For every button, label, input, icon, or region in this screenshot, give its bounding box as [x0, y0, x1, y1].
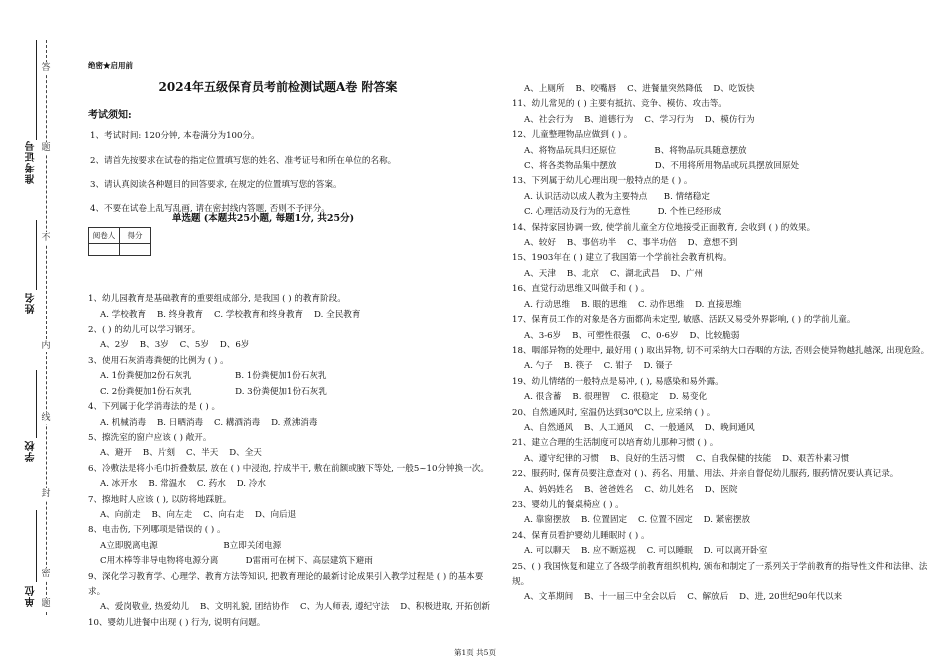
question-options[interactable]: A. 靠窗摆放 B. 位置固定 C. 位置不固定 D. 紧密摆放 — [524, 515, 751, 526]
seal-char: 题 — [41, 143, 51, 153]
notice-item: 4、不要在试卷上乱写乱画, 请在密封线内答题, 否则不予评分。 — [90, 204, 330, 215]
seal-char: 答 — [41, 63, 51, 73]
question-options[interactable]: A、妈妈姓名 B、爸爸姓名 C、幼儿姓名 D、医院 — [524, 484, 738, 495]
question-options[interactable]: A、自然通风 B、人工通风 C、一般通风 D、晚间通风 — [524, 422, 755, 433]
question-options[interactable]: A. 机械消毒 B. 日晒消毒 C. 耩酒消毒 D. 煮沸消毒 — [100, 417, 318, 428]
reviewer-blank[interactable] — [89, 244, 120, 256]
question-options[interactable]: A、避开 B、片刻 C、半天 D、全天 — [100, 448, 262, 459]
question-options[interactable]: C用木棒等非导电物将电源分离 D雷雨可在树下、高层建筑下避雨 — [100, 556, 373, 567]
question-text: 16、直觉行动思维又叫做手和 ( ) 。 — [512, 284, 650, 295]
question-text: 3、使用石灰消毒粪便的比例为 ( ) 。 — [88, 355, 229, 366]
left-column — [88, 58, 498, 631]
unit-line — [36, 510, 37, 582]
question-text: 11、幼儿常见的 ( ) 主要有抵抗、竞争、模仿、攻击等。 — [512, 99, 727, 110]
question-options[interactable]: A、向前走 B、向左走 C、向右走 D、向后退 — [100, 509, 297, 520]
question-options[interactable]: A、将物品玩具归还原位 B、将物品玩具随意摆放 — [524, 145, 747, 156]
unit-label: 单位 — [26, 585, 37, 607]
name-line — [36, 220, 37, 290]
question-text: 2、( ) 的幼儿可以学习钢牙。 — [88, 325, 201, 336]
question-options[interactable]: A立即脱离电源 B立即关闭电源 — [100, 540, 282, 551]
seal-line — [46, 40, 47, 615]
question-options[interactable]: C、将各类物品集中摆放 D、不用将所用物品或玩具摆放回原处 — [524, 161, 800, 172]
score-blank[interactable] — [120, 244, 151, 256]
question-options[interactable]: A. 很含蓄 B. 很理智 C. 很稳定 D. 易变化 — [524, 392, 708, 403]
question-text: 9、深化学习教育学、心理学、教育方法等知识, 把教育理论的最新讨论成果引入教学过程是 ( ) 的基本要求。 — [88, 571, 484, 597]
seal-char: 线 — [41, 413, 51, 423]
question-options[interactable]: A、天津 B、北京 C、湖北武昌 D、广州 — [524, 268, 704, 279]
question-options[interactable]: A. 冰开水 B. 常温水 C. 药水 D. 冷水 — [100, 479, 266, 490]
question-options[interactable]: A、3-6岁 B、可塑性很强 C、0-6岁 D、比较脆弱 — [524, 330, 740, 341]
question-text: 24、保育员看护婴幼儿睡眠时 ( ) 。 — [512, 530, 650, 541]
question-text: 18、咽部异物的处理中, 最好用 ( ) 取出异物, 切不可采纳大口吞咽的方法, 否则会使异物越扎越深, 出现危险。 — [512, 345, 930, 356]
question-options[interactable]: A. 勺子 B. 筷子 C. 钳子 D. 镊子 — [524, 361, 673, 372]
question-options[interactable]: A. 可以聊天 B. 应不断巡视 C. 可以睡眠 D. 可以离开卧室 — [524, 546, 768, 557]
section-heading: 单选题 (本题共25小题, 每题1分, 共25分) — [172, 213, 355, 224]
question-list-left — [88, 292, 498, 631]
school-label: 学校 — [26, 440, 37, 462]
question-list-right — [512, 82, 932, 606]
question-options[interactable]: A. 行动思维 B. 眼的思维 C. 动作思维 D. 直接思维 — [524, 299, 742, 310]
exam-number-line — [36, 40, 37, 140]
question-text: 22、服药时, 保育员要注意查对 ( )、药名、用量、用法、并亲自督促幼儿服药, 服药情况要认真记录。 — [512, 469, 899, 480]
question-options[interactable]: A、爱岗敬业, 热爱幼儿 B、文明礼貌, 团结协作 C、为人师表, 遵纪守法 D、积极进取, 开拓创新 — [100, 602, 490, 613]
score-box — [88, 227, 151, 256]
question-options[interactable]: A、社会行为 B、道德行为 C、学习行为 D、模仿行为 — [524, 114, 755, 125]
question-options[interactable]: A、遵守纪律的习惯 B、良好的生活习惯 C、自我保健的技能 D、艰苦朴素习惯 — [524, 453, 850, 464]
notice-item: 3、请认真阅读各种题目的回答要求, 在规定的位置填写您的答案。 — [90, 180, 342, 191]
question-text: 20、自然通风时, 室温仍达到30℃以上, 应采纳 ( ) 。 — [512, 407, 716, 418]
question-text: 12、儿童整理物品应做到 ( ) 。 — [512, 130, 633, 141]
question-text: 23、婴幼儿的餐桌椅应 ( ) 。 — [512, 499, 624, 510]
question-text: 14、保持家园协调一致, 使学前儿童全方位地接受正面教育, 会收到 ( ) 的效果。 — [512, 222, 816, 233]
seal-char: 题 — [41, 599, 51, 609]
question-text: 6、冷敷法是将小毛巾折叠数层, 放在 ( ) 中浸泡, 拧成半干, 敷在前额或腋下等处, 一般5~10分钟换一次。 — [88, 463, 489, 474]
question-options[interactable]: A、较好 B、事倍功半 C、事半功倍 D、意想不到 — [524, 238, 738, 249]
question-text: 7、擦地时人应该 ( ), 以防将地踩脏。 — [88, 494, 232, 505]
notice-item: 1、考试时间: 120分钟, 本卷满分为100分。 — [90, 131, 260, 142]
question-text: 8、电击伤, 下列哪项是错误的 ( ) 。 — [88, 525, 226, 536]
seal-char: 封 — [41, 489, 51, 499]
secret-mark: 绝密★启用前 — [88, 61, 133, 70]
question-text: 21、建立合理的生活制度可以培育幼儿那种习惯 ( ) 。 — [512, 438, 719, 449]
seal-char: 不 — [41, 233, 51, 243]
question-text: 15、1903年在 ( ) 建立了我国第一个学前社会教育机构。 — [512, 253, 732, 264]
question-text: 25、( ) 我国恢复和建立了各级学前教育组织机构, 颁布和制定了一系列关于学前教育的指导性文件和法律、法规。 — [512, 561, 928, 587]
question-options[interactable]: C. 心理活动及行为的无意性 D. 个性已经形成 — [524, 207, 722, 218]
question-text: 19、幼儿情绪的一般特点是易冲, ( ), 易感染和易外露。 — [512, 376, 724, 387]
question-text: 10、婴幼儿进餐中出现 ( ) 行为, 说明有问题。 — [88, 617, 266, 628]
page-title: 2024年五级保育员考前检测试题A卷 附答案 — [158, 80, 398, 95]
question-text: 13、下列属于幼儿心理出现一般特点的是 ( ) 。 — [512, 176, 693, 187]
question-options[interactable]: A、文革期间 B、十一届三中全会以后 C、解放后 D、进, 20世纪90年代以来 — [524, 592, 843, 603]
score-cell: 得分 — [120, 227, 151, 243]
question-options[interactable]: A、上厕所 B、咬嘴唇 C、进餐量突然降低 D、吃饭快 — [524, 84, 755, 94]
school-line — [36, 370, 37, 438]
question-options[interactable]: A. 认识活动以成人教为主要特点 B. 情绪稳定 — [524, 191, 710, 202]
question-text: 5、擦洗室的窗户应该 ( ) 敞开。 — [88, 432, 212, 443]
exam-number-label: 准考证号 — [26, 140, 37, 184]
reviewer-cell: 阅卷人 — [89, 227, 120, 243]
question-options[interactable]: A、2岁 B、3岁 C、5岁 D、6岁 — [100, 340, 250, 351]
binding-margin — [0, 0, 60, 671]
question-text: 1、幼儿园教育是基础教育的重要组成部分, 是我国 ( ) 的教育阶段。 — [88, 294, 346, 305]
question-text: 17、保育员工作的对象是各方面都尚未定型, 敏感、活跃又易受外界影响, ( ) 的学前儿童。 — [512, 315, 856, 326]
page-footer: 第1页 共5页 — [454, 648, 496, 657]
seal-char: 内 — [41, 341, 51, 351]
notice-heading: 考试须知: — [88, 109, 132, 121]
question-options[interactable]: C. 2份粪便加1份石灰乳 D. 3份粪便加1份石灰乳 — [100, 386, 327, 397]
question-options[interactable]: A. 学校教育 B. 终身教育 C. 学校教育和终身教育 D. 全民教育 — [100, 309, 361, 320]
question-options[interactable]: A. 1份粪便加2份石灰乳 B. 1份粪便加1份石灰乳 — [100, 371, 327, 382]
question-text: 4、下列属于化学消毒法的是 ( ) 。 — [88, 402, 221, 413]
seal-char: 密 — [41, 569, 51, 579]
name-label: 姓名 — [26, 292, 37, 314]
notice-item: 2、请首先按要求在试卷的指定位置填写您的姓名、准考证号和所在单位的名称。 — [90, 155, 397, 166]
